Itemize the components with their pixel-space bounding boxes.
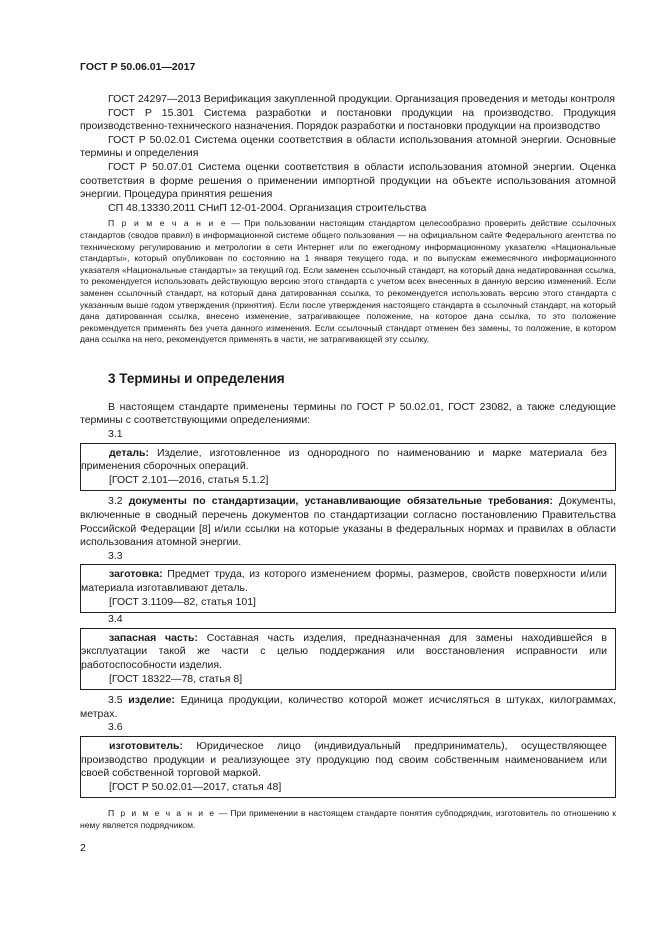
reference-item: ГОСТ 24297—2013 Верификация закупленной продукции. Организация проведения и методы контроля [108,93,615,105]
section-intro: В настоящем стандарте применены термины по ГОСТ Р 50.02.01, ГОСТ 23082, а также следующие термины с соответствующими определениями: [80,400,616,427]
note-text: — При пользовании настоящим стандартом целесообразно проверить действие ссылочных стандартов (сводов правил) в информационной системе общего пользования — на официальном сайте Федерального агентства по техническому регулированию и метрологии в сети Интернет или по ежегодному информационному указателю «Национальные стандарты», который опубликован по состоянию на 1 января текущего года, и по выпускам ежемесячного информационного указателя «Национальные стандарты» за текущий год. Если заменен ссылочный стандарт, на который дана недатированная ссылка, то рекомендуется использовать действующую версию этого стандарта с учетом всех внесенных в данную версию изменений. Если заменен ссылочный стандарт, на который дана датированная ссылка, то рекомендуется использовать версию этого стандарта с указанным выше годом утверждения (принятия). Если после утверждения настоящего стандарта в ссылочный стандарт, на который дана датированная ссылка, внесено изменение, затрагивающее положение, на которое дана ссылка, то это положение рекомендуется применять без учета данного изменения. Если ссылочный стандарт отменен без замены, то положение, в котором дана ссылка на него, рекомендуется применять в части, не затрагивающей эту ссылку. [80,218,617,345]
term-text: Документы, включенные в сводный перечень документов по стандартизации согласно постановлению Правительства Российской Федерации [8] и/или ссылки на которые указаны в федеральных нормах и правилах в области использования атомной энергии. [80,495,616,549]
page-content [80,93,616,832]
term-text: Юридическое лицо (индивидуальный предприниматель), осуществляющее производство продукции и реализующее эту продукцию под своим собственным наименованием или своей собственной торговой маркой. [81,739,607,780]
document-header: ГОСТ Р 50.06.01—2017 [80,61,196,73]
term-name: запасная часть: [109,631,198,644]
term-name: заготовка: [109,568,163,581]
reference-item: ГОСТ Р 15.301 Система разработки и постановки продукции на производство. Продукция производственно-технического назначения. Порядок разработки и постановки продукции на производство [80,106,616,133]
term-number: 3.6 [108,721,123,734]
term-number: 3.5 [108,694,123,707]
term-text: Изделие, изготовленное из однородного по наименованию и марке материала без применения сборочных операций. [81,446,607,473]
note-label: П р и м е ч а н и е [108,808,216,819]
term-name: документы по стандартизации, устанавливающие обязательные требования: [128,495,553,508]
term-source: [ГОСТ 18322—78, статья 8] [109,672,243,685]
term-name: изделие: [128,694,175,707]
term-text: Составная часть изделия, предназначенная для замены находившейся в эксплуатации такой же части с целью поддержания или восстановления исправности или работоспособности изделия. [81,631,608,671]
term-definition [81,447,607,474]
term-number: 3.3 [108,549,123,562]
reference-note [80,218,616,346]
term-text: Предмет труда, из которого изменением формы, размеров, свойств поверхности и/или материала изготавливают деталь. [81,568,607,594]
term-source: [ГОСТ 3.1109—82, статья 101] [109,595,256,608]
term-box-zapasnaya-chast [80,628,616,690]
note-label: П р и м е ч а н и е [108,218,228,229]
term-number: 3.4 [108,613,123,626]
reference-item: ГОСТ Р 50.07.01 Система оценки соответствия в области использования атомной энергии. Оценка соответствия в форме решения о применении импортной продукции на объекте использования атомной энергии. Процедура принятия решения [80,160,616,201]
term-inline [80,495,616,549]
term-note [80,808,616,831]
page-number: 2 [80,842,86,854]
term-name: изготовитель: [109,739,183,752]
term-definition [81,740,607,781]
term-number: 3.2 [108,495,123,508]
term-name: деталь: [109,446,149,459]
term-source: [ГОСТ Р 50.02.01—2017, статья 48] [109,780,282,793]
term-definition [81,568,607,595]
term-definition [81,632,607,673]
reference-item: ГОСТ Р 50.02.01 Система оценки соответствия в области использования атомной энергии. Основные термины и определения [80,133,616,160]
note-text: — При применении в настоящем стандарте понятия субподрядчик, изготовитель по отношению к нему является подрядчиком. [80,808,616,830]
reference-item: СП 48.13330.2011 СНиП 12-01-2004. Организация строительства [108,201,427,214]
term-source: [ГОСТ 2.101—2016, статья 5.1.2] [109,473,269,486]
term-text: Единица продукции, количество которой может исчисляться в штуках, килограммах, метрах. [80,694,616,720]
term-number: 3.1 [108,428,123,441]
section-title: 3 Термины и определения [108,370,285,386]
term-box-detal [80,443,616,492]
term-box-izgotovitel [80,736,616,798]
term-box-zagotovka [80,564,616,613]
term-inline [80,694,616,721]
